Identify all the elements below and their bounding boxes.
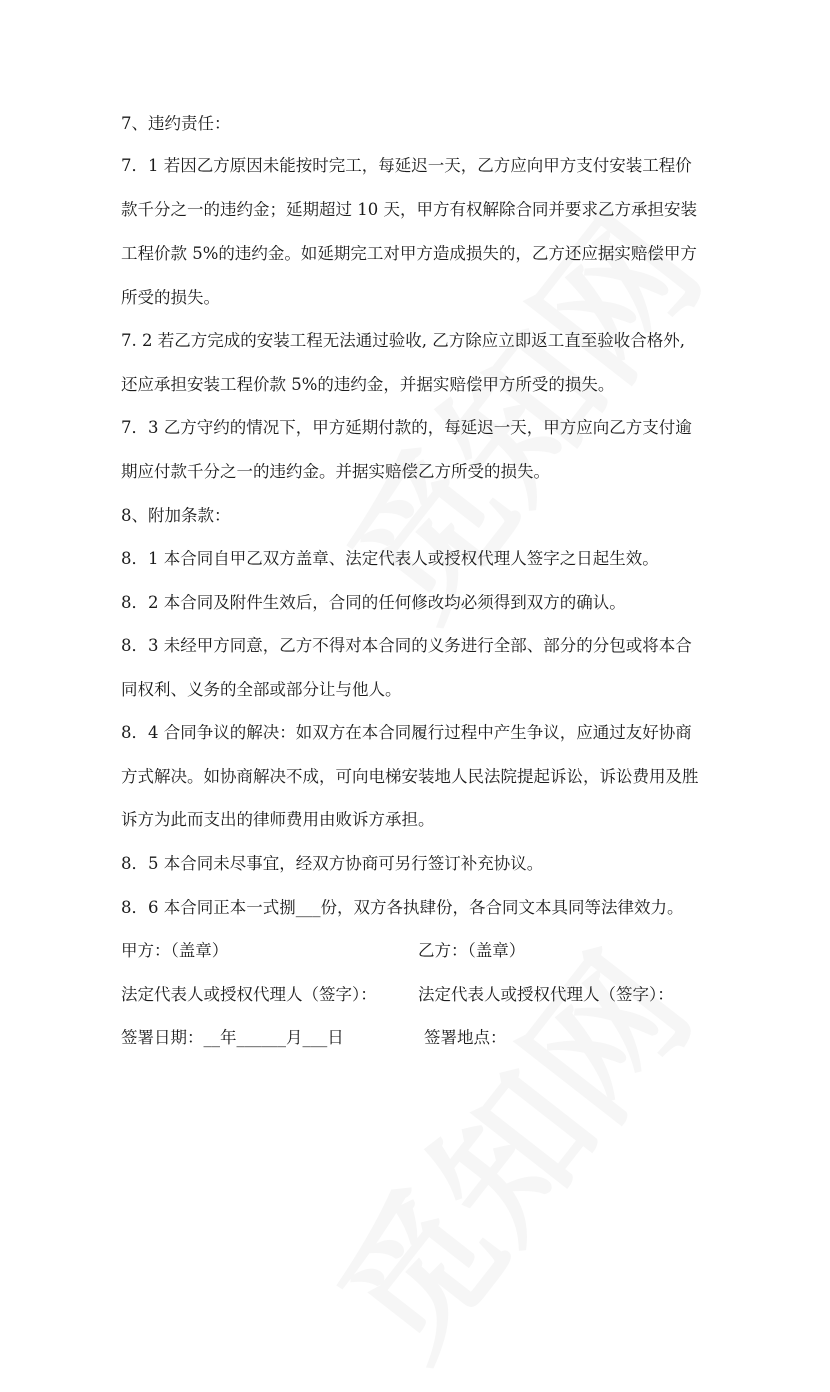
party-a-seal: 甲方：（盖章）: [121, 941, 229, 960]
paragraph-line: 8．1 本合同自甲乙双方盖章、法定代表人或授权代理人签字之日起生效。: [121, 549, 659, 568]
party-b-seal: 乙方：（盖章）: [418, 941, 526, 960]
paragraph-line: 8．6 本合同正本一式捌___份，双方各执肆份，各合同文本具同等法律效力。: [121, 898, 684, 917]
section-heading-8: 8、附加条款：: [121, 506, 231, 525]
sign-place: 签署地点：: [424, 1028, 507, 1047]
sign-date: 签署日期：__年______月___日: [121, 1028, 344, 1047]
paragraph-line: 工程价款 5%的违约金。如延期完工对甲方造成损失的，乙方还应据实赔偿甲方: [121, 244, 697, 263]
paragraph-line: 所受的损失。: [121, 288, 220, 307]
paragraph-line: 还应承担安装工程价款 5%的违约金，并据实赔偿甲方所受的损失。: [121, 375, 615, 394]
paragraph-line: 7．3 乙方守约的情况下，甲方延期付款的，每延迟一天，甲方应向乙方支付逾: [121, 418, 692, 437]
paragraph-line: 诉方为此而支出的律师费用由败诉方承担。: [121, 810, 435, 829]
paragraph-line: 8．4 合同争议的解决：如双方在本合同履行过程中产生争议，应通过友好协商: [121, 723, 692, 742]
party-b-representative: 法定代表人或授权代理人（签字）：: [418, 985, 674, 1004]
paragraph-line: 8．5 本合同未尽事宜，经双方协商可另行签订补充协议。: [121, 854, 544, 873]
paragraph-line: 7．1 若因乙方原因未能按时完工，每延迟一天，乙方应向甲方支付安装工程价: [121, 156, 692, 175]
party-a-representative: 法定代表人或授权代理人（签字）：: [121, 985, 377, 1004]
paragraph-line: 同权利、义务的全部或部分让与他人。: [121, 680, 402, 699]
paragraph-line: 期应付款千分之一的违约金。并据实赔偿乙方所受的损失。: [121, 462, 550, 481]
section-heading-7: 7、违约责任：: [121, 114, 231, 133]
paragraph-line: 7. 2 若乙方完成的安装工程无法通过验收, 乙方除应立即返工直至验收合格外,: [121, 331, 685, 350]
paragraph-line: 8．3 未经甲方同意，乙方不得对本合同的义务进行全部、部分的分包或将本合: [121, 636, 692, 655]
paragraph-line: 方式解决。如协商解决不成，可向电梯安装地人民法院提起诉讼，诉讼费用及胜: [121, 767, 699, 786]
paragraph-line: 8．2 本合同及附件生效后，合同的任何修改均必须得到双方的确认。: [121, 593, 626, 612]
paragraph-line: 款千分之一的违约金；延期超过 10 天，甲方有权解除合同并要求乙方承担安装: [121, 200, 697, 219]
